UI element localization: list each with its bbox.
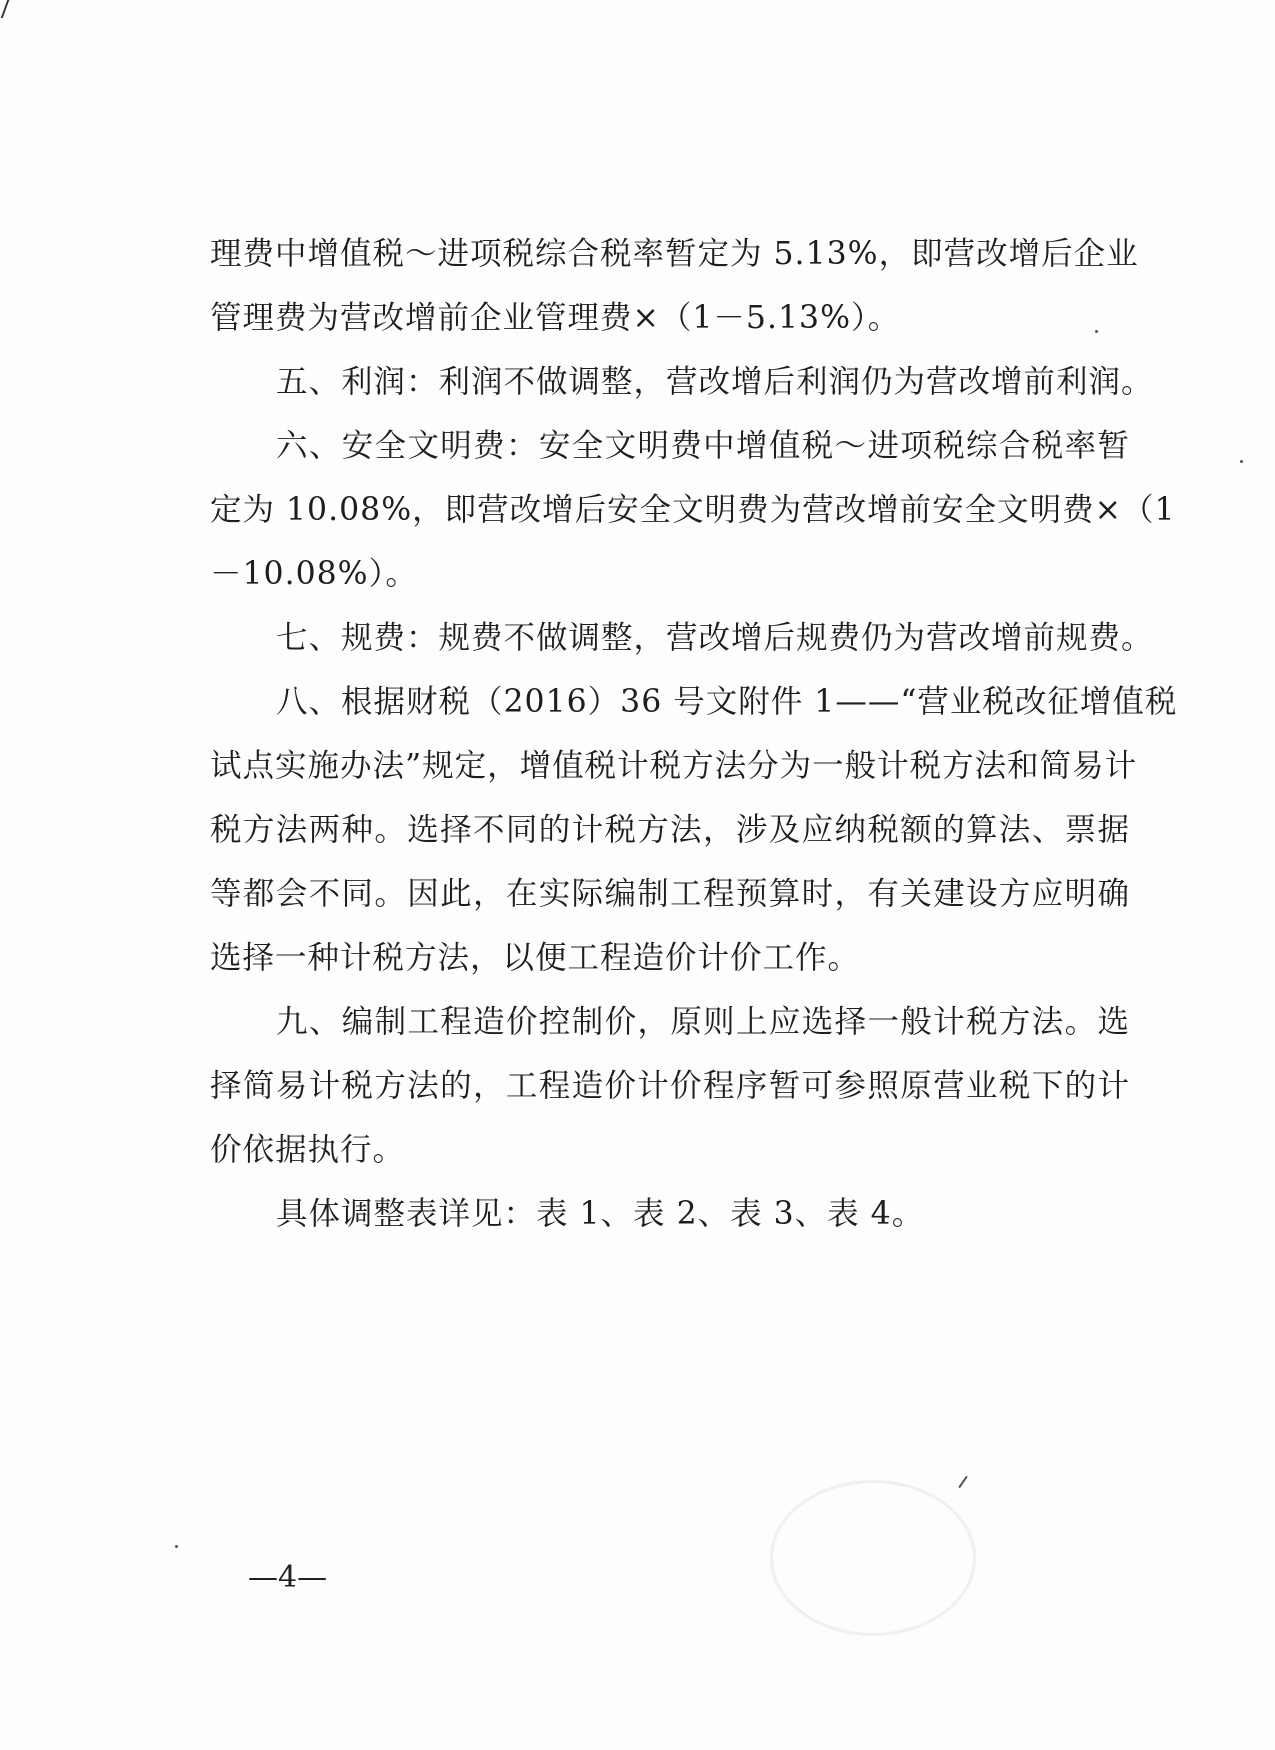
page-number: —4— <box>248 1560 328 1595</box>
paragraph-line: 管理费为营改增前企业管理费×（1－5.13%）。 <box>210 300 901 336</box>
paragraph-line: 试点实施办法”规定，增值税计税方法分为一般计税方法和简易计 <box>210 748 1138 784</box>
paragraph-line: 八、根据财税（2016）36 号文附件 1——“营业税改征增值税 <box>276 684 1178 720</box>
paragraph-line: 选择一种计税方法，以便工程造价计价工作。 <box>210 940 861 976</box>
paragraph-line: －10.08%）。 <box>210 556 418 592</box>
scan-edge-mark <box>1 0 20 18</box>
scan-speck <box>1240 460 1243 463</box>
paragraph-line: 等都会不同。因此，在实际编制工程预算时，有关建设方应明确 <box>210 876 1130 912</box>
document-body <box>210 222 1178 1246</box>
paragraph-line: 六、安全文明费：安全文明费中增值税～进项税综合税率暂 <box>276 428 1130 464</box>
paragraph-line: 定为 10.08%，即营改增后安全文明费为营改增前安全文明费×（1 <box>210 492 1176 528</box>
scan-speck <box>1095 330 1098 333</box>
paragraph-line: 五、利润：利润不做调整，营改增后利润仍为营改增前利润。 <box>276 364 1154 400</box>
scan-speck <box>958 1476 968 1489</box>
scan-speck <box>175 1545 178 1548</box>
faint-seal-bleed <box>770 1480 976 1636</box>
paragraph-line: 税方法两种。选择不同的计税方法，涉及应纳税额的算法、票据 <box>210 812 1130 848</box>
paragraph-line: 具体调整表详见：表 1、表 2、表 3、表 4。 <box>276 1196 925 1232</box>
paragraph-line: 择简易计税方法的，工程造价计价程序暂可参照原营业税下的计 <box>210 1068 1130 1104</box>
paragraph-line: 九、编制工程造价控制价，原则上应选择一般计税方法。选 <box>276 1004 1130 1040</box>
paragraph-line: 理费中增值税～进项税综合税率暂定为 5.13%，即营改增后企业 <box>210 236 1139 272</box>
paragraph-line: 价依据执行。 <box>210 1132 406 1168</box>
paragraph-line: 七、规费：规费不做调整，营改增后规费仍为营改增前规费。 <box>276 620 1154 656</box>
